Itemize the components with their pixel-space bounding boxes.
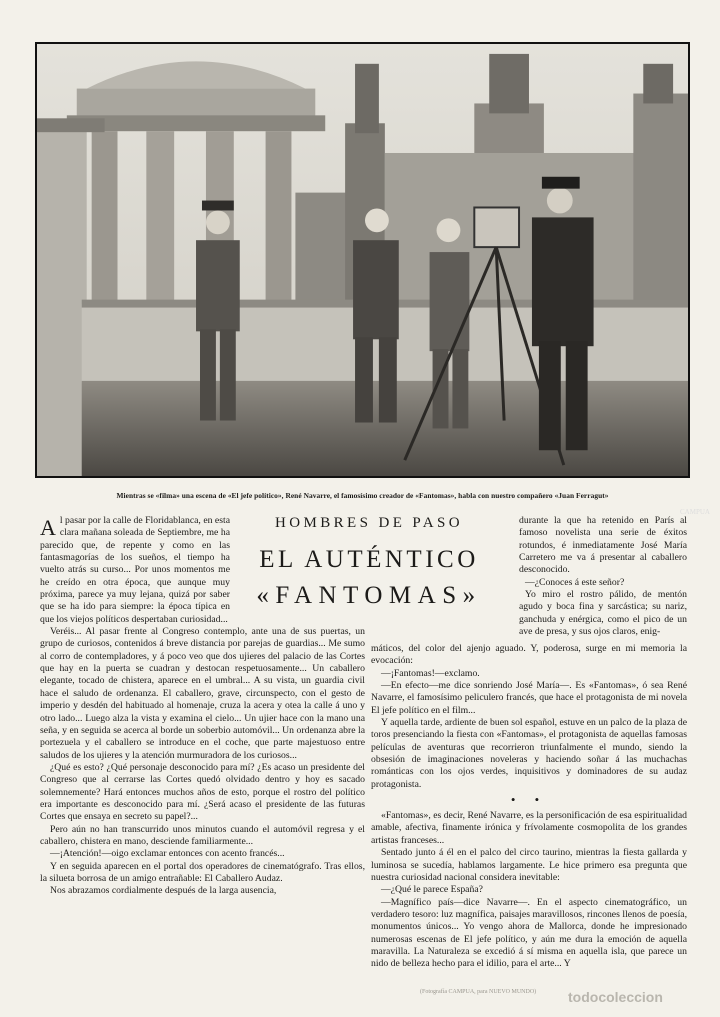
- right-top-column: [519, 515, 687, 643]
- left-column: [40, 515, 365, 980]
- section-divider: • •: [510, 792, 548, 808]
- paragraph: Sentado junto á él en el palco del circo taurino, mientras la fiesta gallarda y luminosa se sucedía, hablamos largamente. Le hice primero esa pregunta que nuestra curiosidad nacional considera inevitable:: [371, 847, 687, 883]
- paragraph: Pero aún no han transcurrido unos minutos cuando el automóvil regresa y el caballero, chistera en mano, desciende familiarmente...: [40, 823, 365, 847]
- paragraph: —¡Fantomas!—exclamo.: [381, 667, 480, 679]
- paragraph: Y aquella tarde, ardiente de buen sol español, estuve en un palco de la plaza de toros presenciando la fiesta con «Fantomas», el protagonista de aquellas famosas películas de aventuras que recorrieron triunfalmente el mundo, siendo la obsesión de imaginaciones noveleras y haciendo soñar á las muchachas románticas con los ojos verdes, inquisitivos y dominadores de su audaz protagonista.: [371, 717, 687, 790]
- imprint-line: (Fotografía CAMPUA, para NUEVO MUNDO): [420, 989, 537, 995]
- paragraph: máticos, del color del ajenjo aguado. Y, poderosa, surge en mi memoria la evocación:: [371, 643, 687, 667]
- paragraph: —¿Qué le parece España?: [381, 884, 483, 896]
- intro-paragraph: [40, 515, 230, 626]
- headline-line-2: «FANTOMAS»: [256, 582, 482, 609]
- paragraph: Y en seguida aparecen en el portal dos operadores de cinematógrafo. Tras ellos, la silueta borrosa de un amigo entrañable: El Caballero Audaz.: [40, 860, 365, 884]
- paragraph: durante la que ha retenido en París al famoso novelista una serie de éxitos rotundos, é inmediatamente José María Carretero me va á presentar al caballero desconocido.: [519, 515, 687, 576]
- paragraph: Yo miro el rostro pálido, de mentón agudo y boca fina y sarcástica; su nariz, ganchuda y enérgica, como el pico de un ave de presa, y sus ojos claros, enig-: [519, 589, 687, 638]
- watermark-logo: todocoleccion: [568, 989, 663, 1005]
- photo-signature: CAMPUA: [680, 508, 710, 516]
- paragraph: —¡Atención!—oigo exclamar entonces con acento francés...: [50, 848, 285, 860]
- paragraph: Veréis... Al pasar frente al Congreso contemplo, ante una de sus puertas, un grupo de curiosos, contenidos á breve distancia por parejas de guardias... Me sumo al corro de contempladores, y á poco veo que dos ujieres del palacio de las Cortes que hay en la puerta se cuadran y destocan respetuosamente... Un caballero elegante, tocado de chistera, aparece en el umbral... A su vista, un guardia civil hace el saludo de ordenanza. El caballero, grave, circunspecto, con el gesto de imperio y desdén del habituado al homenaje, cruza la acera y otea la calle á uno y otro lado... Luego alza la vista y examina el cielo... Un ujier hace con la mano una seña, y en seguida se acerca al borde un soberbio automóvil... Un ordenanza abre la portezuela y el caballero se introduce en el coche, que parte majestuoso entre saludos de los ujieres y la atención murmuradora de los curiosos...: [40, 626, 365, 761]
- right-column: [371, 643, 687, 980]
- headline-line-1: EL AUTÉNTICO: [259, 546, 479, 573]
- paragraph: Nos abrazamos cordialmente después de la larga ausencia,: [50, 885, 277, 897]
- photo-caption: Mientras se «filma» una escena de «El jefe político», René Navarre, el famosísimo creador de «Fantomas», habla con nuestro compañero «Juan Ferragut»: [116, 491, 609, 500]
- section-kicker: HOMBRES DE PASO: [275, 515, 463, 531]
- dropcap: A: [40, 515, 56, 540]
- paragraph: —Magnífico país—dice Navarre—. En el aspecto cinematográfico, un verdadero tesoro: luz magnífica, paisajes maravillosos, rincones llenos de poesía, monumentos únicos... Yo vengo ahora de Mallorca, donde he impresionado numerosas escenas de El jefe político, y aún me dura la emoción de aquella maravilla. La Naturaleza se excedió á sí misma en aquella isla, que parece un nido de belleza hecho para el idilio, para el arte... Y: [371, 896, 687, 970]
- paragraph: —En efecto—me dice sonriendo José María—. Es «Fantomas», ó sea René Navarre, el famosísimo peliculero francés, que hace el protagonista de mi novela El jefe político en el film...: [371, 680, 687, 716]
- intro-text: l pasar por la calle de Floridablanca, en esta clara mañana soleada de Septiembre, me ha parecido que, de repente y como en las fantasmagorías de los sueños, el tiempo ha vuelto atrás su curso... Por unos momentos me he creído en otra época, que aunque muy próxima, parece ya muy lejana, quizá por saber que se ha ido para siempre: la época típica en que los viejos políticos despertaban curiosidad...: [40, 515, 230, 625]
- rooftop-filming-scene: [37, 44, 688, 476]
- paragraph: «Fantomas», es decir, René Navarre, es la personificación de esa espiritualidad amable, afectiva, finamente irónica y frívolamente cosmopolita de los grandes artistas franceses...: [371, 810, 687, 846]
- paragraph: ¿Qué es esto? ¿Qué personaje desconocido para mí? ¿Es acaso un presidente del Congreso que al cerrarse las Cortes quedó olvidado dentro y hoy es sacado solemnemente? Hará entonces muchos años de esto, porque el rostro del político era importante es desconocido para mí. ¿Será acaso el presidente de las futuras Cortes que ensaya en secreto su papel?...: [40, 761, 365, 823]
- paragraph: —¿Conoces á este señor?: [525, 576, 625, 588]
